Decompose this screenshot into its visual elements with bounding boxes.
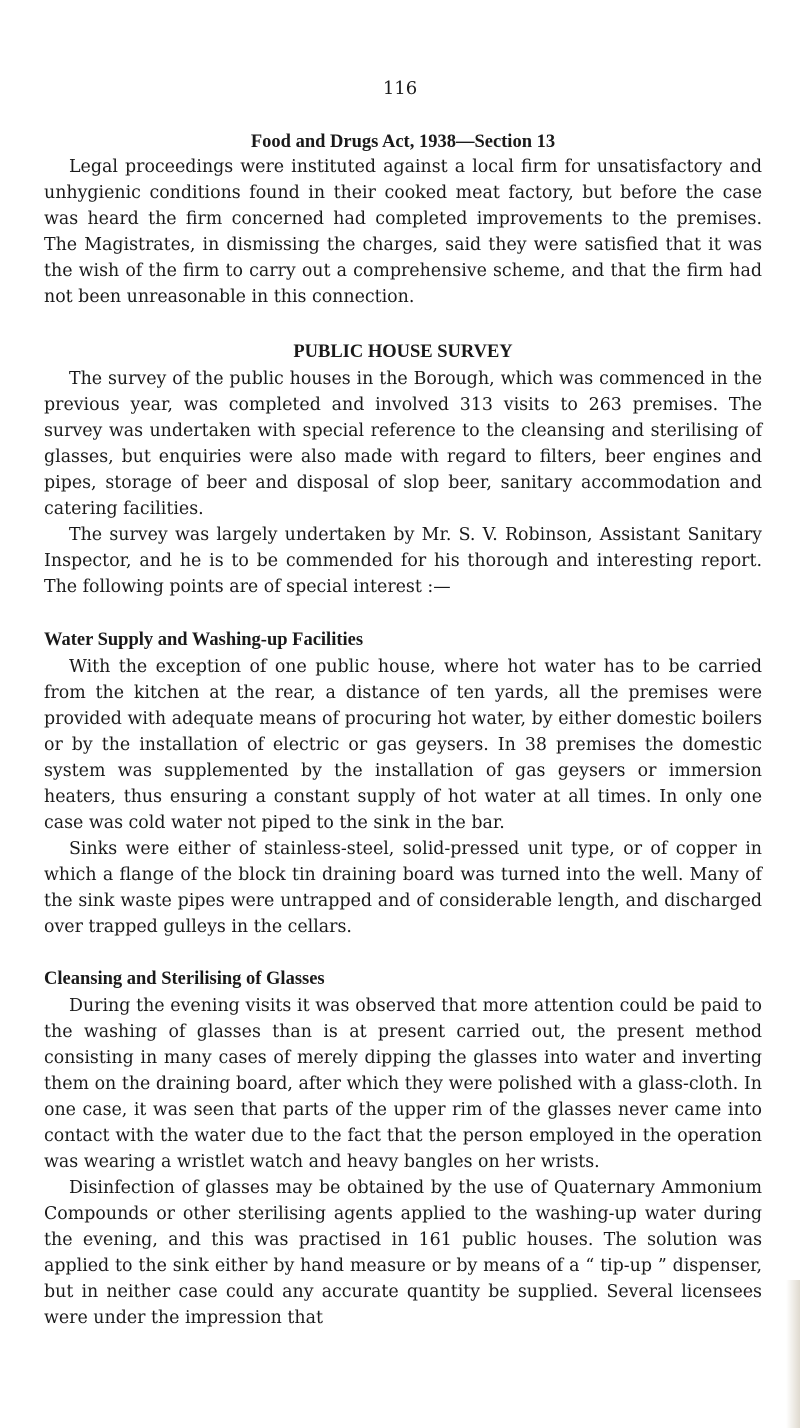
paragraph-survey-overview: The survey of the public houses in the Borough, which was commenced in the previous year, was completed and involved 313 visits to 263 premises. The survey was undertaken with special reference to the cleansing and sterilising of glasses, but enquiries were also made with regard to filters, beer engines and pipes, storage of beer and disposal of slop beer, sanitary accommodation and catering facilities. (44, 369, 762, 519)
heading-cleansing-glasses: Cleansing and Sterilising of Glasses (44, 969, 325, 989)
heading-food-drugs-act: Food and Drugs Act, 1938—Section 13 (250, 132, 556, 152)
page-number: 116 (382, 78, 418, 99)
heading-water-supply: Water Supply and Washing-up Facilities (44, 630, 364, 650)
paragraph-survey-robinson: The survey was largely undertaken by Mr. S. V. Robinson, Assistant Sanitary Inspector, and he is to be commended for his thorough and interesting report. The following points are of special interest :— (44, 525, 762, 597)
page-edge-shadow (786, 1280, 800, 1428)
heading-public-house-survey: PUBLIC HOUSE SURVEY (293, 342, 513, 362)
paragraph-evening-visits: During the evening visits it was observed that more attention could be paid to the washing of glasses than is at present carried out, the present method consisting in many cases of merely dipping the glasses into water and inverting them on the draining board, after which they were polished with a glass-cloth. In one case, it was seen that parts of the upper rim of the glasses never came into contact with the water due to the fact that the person employed in the operation was wearing a wristlet watch and heavy bangles on her wrists. (44, 996, 762, 1172)
paragraph-hot-water: With the exception of one public house, where hot water has to be carried from the kitchen at the rear, a distance of ten yards, all the premises were provided with adequate means of procuring hot water, by either domestic boilers or by the installation of electric or gas geysers. In 38 premises the domestic system was supplemented by the installation of gas geysers or immersion heaters, thus ensuring a constant supply of hot water at all times. In only one case was cold water not piped to the sink in the bar. (44, 657, 762, 833)
paragraph-legal-proceedings: Legal proceedings were instituted against a local firm for unsatisfactory and unhygienic conditions found in their cooked meat factory, but before the case was heard the firm concerned had completed improvements to the premises. The Magistrates, in dismissing the charges, said they were satisfied that it was the wish of the firm to carry out a comprehensive scheme, and that the firm had not been unreasonable in this connection. (44, 157, 762, 307)
paragraph-sinks: Sinks were either of stainless-steel, solid-pressed unit type, or of copper in which a flange of the block tin draining board was turned into the well. Many of the sink waste pipes were untrapped and of considerable length, and discharged over trapped gulleys in the cellars. (44, 839, 762, 937)
paragraph-disinfection: Disinfection of glasses may be obtained by the use of Quaternary Ammonium Compounds or other sterilising agents applied to the washing-up water during the evening, and this was practised in 161 public houses. The solution was applied to the sink either by hand measure or by means of a “ tip-up ” dispenser, but in neither case could any accurate quantity be supplied. Several licensees were under the impression that (44, 1178, 762, 1328)
